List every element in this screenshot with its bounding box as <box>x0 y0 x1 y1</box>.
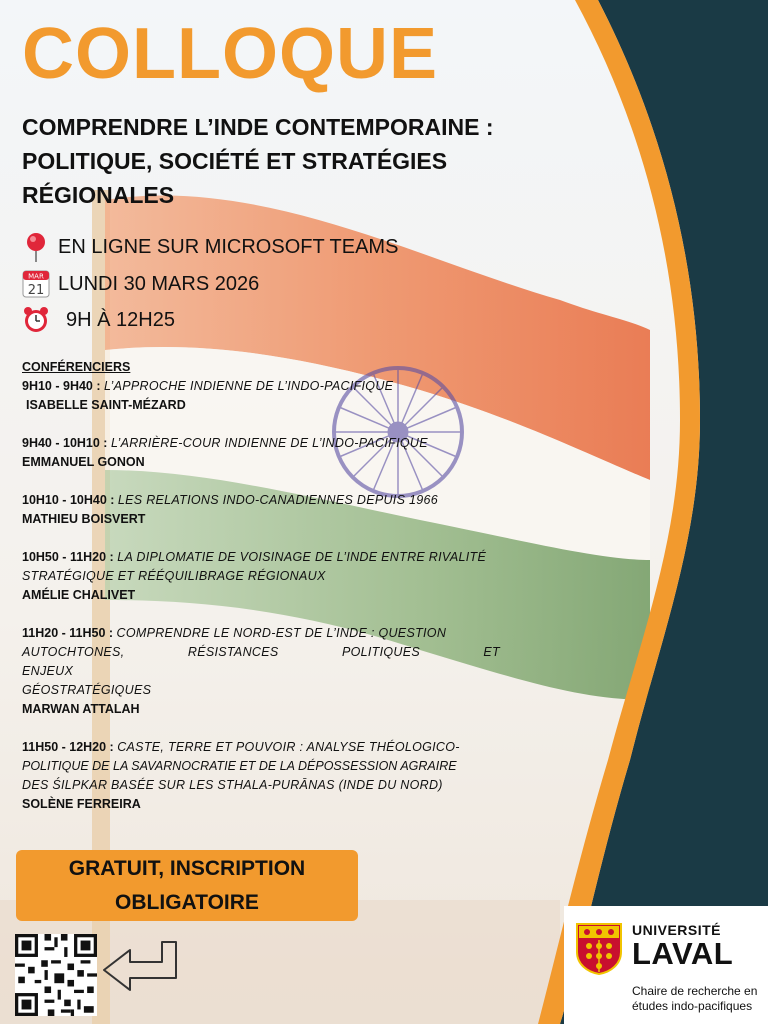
talk-title: LA DIPLOMATIE DE VOISINAGE DE L’INDE ENTRE RIVALITÉ <box>117 550 487 564</box>
date-text: LUNDI 30 MARS 2026 <box>58 272 260 295</box>
talk-item <box>22 491 500 529</box>
time-text: 9H À 12H25 <box>66 308 175 331</box>
talk-speaker: MATHIEU BOISVERT <box>22 512 146 526</box>
talk-item <box>22 377 500 415</box>
talk-time: 9H40 - 10H10 : <box>22 436 108 450</box>
arrow-left-icon <box>100 938 182 1002</box>
qr-code-icon[interactable] <box>15 934 97 1016</box>
talk-title: COMPRENDRE LE NORD-EST DE L’INDE : QUESTION <box>116 626 447 640</box>
event-subtitle <box>22 110 542 212</box>
talk-speaker: ISABELLE SAINT-MÉZARD <box>26 398 186 412</box>
talk-time: 10H50 - 11H20 : <box>22 550 114 564</box>
calendar-month: MAR <box>28 272 44 281</box>
calendar-icon <box>22 270 50 298</box>
subtitle-line: POLITIQUE, SOCIÉTÉ ET STRATÉGIES <box>22 148 448 174</box>
talk-title: L’ARRIÈRE-COUR INDIENNE DE L’INDO-PACIFIQUE <box>110 436 428 450</box>
talk-title: POLITIQUE DE LA SAVARNOCRATIE ET DE LA DÉPOSSESSION AGRAIRE <box>22 759 457 773</box>
location-row <box>22 232 398 262</box>
university-crest-logo <box>575 922 623 976</box>
alarm-clock-icon <box>22 306 50 334</box>
talk-title: LES RELATIONS INDO-CANADIENNES DEPUIS 1966 <box>117 493 439 507</box>
talk-title: CASTE, TERRE ET POUVOIR : ANALYSE THÉOLOGICO- <box>117 740 460 754</box>
talk-item <box>22 738 500 814</box>
talk-title: L’APPROCHE INDIENNE DE L’INDO-PACIFIQUE <box>104 379 394 393</box>
talk-item <box>22 624 500 719</box>
speakers-heading: CONFÉRENCIERS <box>22 360 131 374</box>
registration-line: OBLIGATOIRE <box>115 890 259 914</box>
talk-speaker: EMMANUEL GONON <box>22 455 145 469</box>
date-row <box>22 270 259 298</box>
talk-speaker: AMÉLIE CHALIVET <box>22 588 136 602</box>
subtitle-line: RÉGIONALES <box>22 182 175 208</box>
talk-item <box>22 434 500 472</box>
event-title: COLLOQUE <box>22 14 438 94</box>
calendar-day: 21 <box>27 283 45 298</box>
talk-title: AUTOCHTONES, RÉSISTANCES POLITIQUES ET ENJEUX <box>22 645 500 678</box>
time-row <box>22 306 175 334</box>
map-pin-icon <box>22 232 50 262</box>
talk-time: 11H50 - 12H20 : <box>22 740 114 754</box>
talk-speaker: SOLÈNE FERREIRA <box>22 797 141 811</box>
registration-banner <box>16 850 358 921</box>
chair-line: études indo-pacifiques <box>632 999 753 1013</box>
university-name-line1: UNIVERSITÉ <box>632 922 722 938</box>
talk-time: 10H10 - 10H40 : <box>22 493 115 507</box>
location-text: EN LIGNE SUR MICROSOFT TEAMS <box>58 235 399 258</box>
talk-title: DES ŚILPKAR BASÉE SUR LES STHALA-PURĀNAS (INDE DU NORD) <box>22 778 443 792</box>
talk-item <box>22 548 500 605</box>
subtitle-line: COMPRENDRE L’INDE CONTEMPORAINE : <box>22 114 494 140</box>
talk-speaker: MARWAN ATTALAH <box>22 702 140 716</box>
talk-title: GÉOSTRATÉGIQUES <box>22 683 152 697</box>
speakers-section <box>22 358 500 833</box>
talk-time: 9H10 - 9H40 : <box>22 379 101 393</box>
talk-time: 11H20 - 11H50 : <box>22 626 114 640</box>
talk-title: STRATÉGIQUE ET RÉÉQUILIBRAGE RÉGIONAUX <box>22 569 326 583</box>
university-name-line2: LAVAL <box>632 936 734 971</box>
chair-line: Chaire de recherche en <box>632 984 758 998</box>
registration-line: GRATUIT, INSCRIPTION <box>68 856 306 880</box>
chair-name <box>632 984 766 1014</box>
